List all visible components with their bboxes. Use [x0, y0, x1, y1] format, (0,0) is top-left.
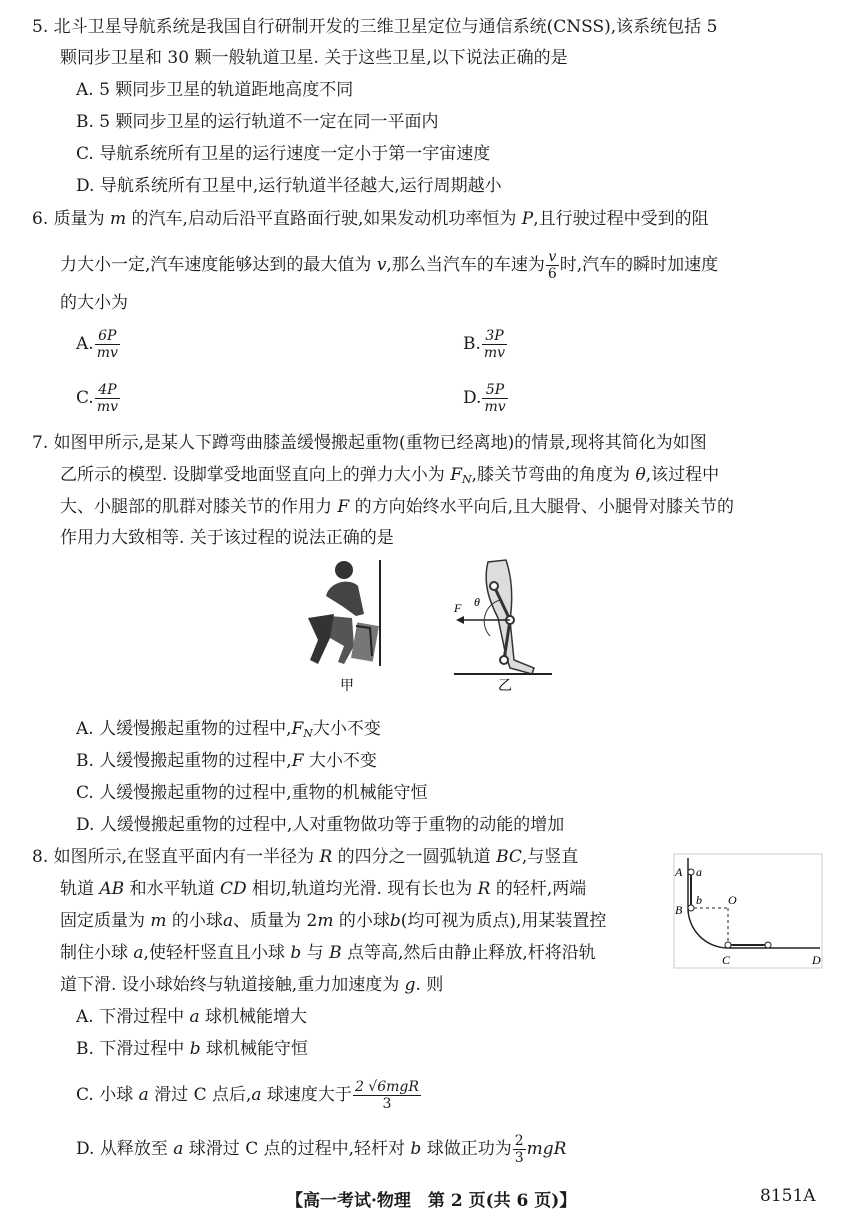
q8-track-figure [670, 852, 826, 974]
q5-option-d: D. 导航系统所有卫星中,运行轨道半径越大,运行周期越小 [76, 176, 502, 196]
q8-option-c: C. 小球 a 滑过 C 点后,a 球速度大于 $\frac{\text{2 √6mgR}}{3}$ [76, 1079, 419, 1112]
q7-option-a: A. 人缓慢搬起重物的过程中$,F_N$大小不变 [76, 719, 381, 740]
fig-label-theta: θ [474, 595, 480, 609]
fig-label-yi: 乙 [498, 679, 512, 694]
q6-stem-line3: 的大小为 [60, 293, 128, 313]
q8-option-a: A. 下滑过程中 a 球机械能增大 [76, 1007, 308, 1027]
q7-option-b: B. 人缓慢搬起重物的过程中,F 大小不变 [76, 751, 377, 771]
q8-stem-line5: 道下滑. 设小球始终与轨道接触,重力加速度为 g. 则 [60, 975, 444, 995]
q8-c-fraction: $\frac{\text{2 √6mgR}}{3}$ [354, 1079, 419, 1112]
q8-stem-line1: 8. 如图所示,在竖直平面内有一半径为 R 的四分之一圆弧轨道 BC,与竖直 [32, 847, 579, 867]
q8-stem-line4: 制住小球 a,使轻杆竖直且小球 b 与 B 点等高,然后由静止释放,杆将沿轨 [60, 943, 596, 963]
fig-label-jia: 甲 [340, 679, 354, 694]
q8-d-fraction: $\frac{2}{3}$ [514, 1133, 524, 1166]
q7-option-c: C. 人缓慢搬起重物的过程中,重物的机械能守恒 [76, 783, 428, 803]
q7-option-d: D. 人缓慢搬起重物的过程中,人对重物做功等于重物的动能的增加 [76, 815, 565, 835]
q6-option-c: C. $\frac{4P}{mv}$ [76, 382, 118, 415]
q5-stem-line1: 5. 北斗卫星导航系统是我国自行研制开发的三维卫星定位与通信系统(CNSS),该系统包括 5 [32, 17, 718, 37]
q8-stem-line3: 固定质量为 m 的小球a、质量为 2m 的小球b(均可视为质点),用某装置控 [60, 911, 607, 931]
fig8-label-a: a [696, 865, 702, 879]
fig8-label-D: D [812, 953, 821, 967]
q6-option-b: B. $\frac{3P}{mv}$ [463, 328, 506, 361]
q7-figure-yi [448, 556, 558, 694]
q6-option-a: A. $\frac{6P}{mv}$ [76, 328, 118, 361]
q5-option-a: A. 5 颗同步卫星的轨道距地高度不同 [76, 80, 354, 100]
q6-fraction: $\frac{v}{6}$ [547, 249, 557, 282]
page-footer: 【高一考试·物理 第 2 页(共 6 页)】 [286, 1191, 577, 1211]
fig8-label-C: C [722, 953, 731, 967]
q8-option-d: D. 从释放至 a 球滑过 C 点的过程中,轻杆对 b 球做正功为 $\frac{2}{3}$ mgR [76, 1133, 567, 1166]
q7-stem-line1: 7. 如图甲所示,是某人下蹲弯曲膝盖缓慢搬起重物(重物已经离地)的情景,现将其简化为如图 [32, 433, 707, 453]
fig8-label-O: O [728, 893, 737, 907]
q7-stem-line4: 作用力大致相等. 关于该过程的说法正确的是 [60, 528, 394, 548]
q6-stem-line1: 6. 质量为 m 的汽车,启动后沿平直路面行驶,如果发动机功率恒为 P,且行驶过程中受到的阻 [32, 209, 709, 229]
q6-stem-line2: 力大小一定,汽车速度能够达到的最大值为 v,那么当汽车的车速为 $\frac{v}{6}$ 时,汽车的瞬时加速度 [60, 249, 719, 282]
q7-stem-line2: 乙所示的模型. 设脚掌受地面竖直向上的弹力大小为 $F_N$,膝关节弯曲的角度为 θ,该过程中 [60, 465, 720, 486]
q5-option-b: B. 5 颗同步卫星的运行轨道不一定在同一平面内 [76, 112, 439, 132]
fig8-label-A: A [675, 865, 683, 879]
q6-option-d: D. $\frac{5P}{mv}$ [463, 382, 506, 415]
fig8-label-B: B [675, 903, 683, 917]
q5-option-c: C. 导航系统所有卫星的运行速度一定小于第一宇宙速度 [76, 144, 491, 164]
fig-label-F: F [454, 601, 462, 615]
q7-figure-jia [300, 556, 390, 694]
q8-option-b: B. 下滑过程中 b 球机械能守恒 [76, 1039, 309, 1059]
q5-stem-line2: 颗同步卫星和 30 颗一般轨道卫星. 关于这些卫星,以下说法正确的是 [60, 48, 568, 68]
q7-stem-line3: 大、小腿部的肌群对膝关节的作用力 F 的方向始终水平向后,且大腿骨、小腿骨对膝关节的 [60, 497, 735, 517]
exam-code: 8151A [760, 1186, 816, 1206]
q8-stem-line2: 轨道 AB 和水平轨道 CD 相切,轨道均光滑. 现有长也为 R 的轻杆,两端 [60, 879, 587, 899]
fig8-label-b: b [696, 893, 702, 907]
